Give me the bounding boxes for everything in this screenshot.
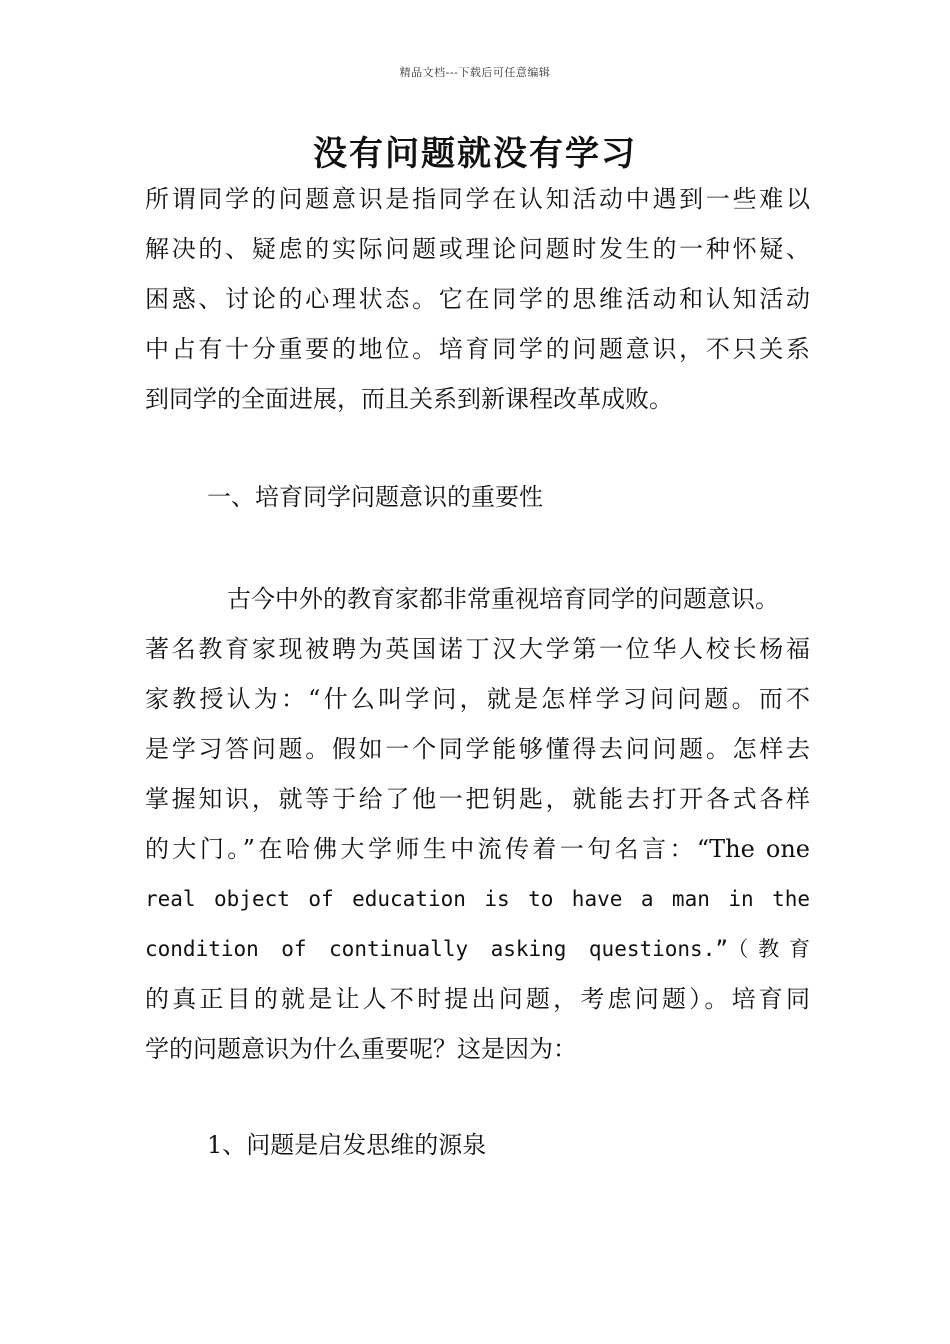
intro-line: 解决的、疑虑的实际问题或理论问题时发生的一种怀疑、: [145, 235, 810, 263]
body-line: condition of continually asking questions.”（教育: [145, 937, 810, 961]
body-line: 古今中外的教育家都非常重视培育同学的问题意识。: [227, 585, 779, 613]
body-line: 家教授认为：“什么叫学问，就是怎样学习问问题。而不: [145, 685, 810, 713]
body-line: 的真正目的就是让人不时提出问题，考虑问题）。培育同: [145, 985, 810, 1013]
header-note: 精品文档---下载后可任意编辑: [399, 66, 551, 79]
section-heading: 一、培育同学问题意识的重要性: [207, 483, 543, 511]
body-line: 的大门。”在哈佛大学师生中流传着一句名言：“The one: [145, 835, 810, 863]
intro-line: 困惑、讨论的心理状态。它在同学的思维活动和认知活动: [145, 285, 810, 313]
body-line: 掌握知识，就等于给了他一把钥匙，就能去打开各式各样: [145, 785, 810, 813]
body-line: real object of education is to have a man in the: [145, 887, 810, 911]
subsection-heading: 1、问题是启发思维的源泉: [207, 1131, 487, 1159]
intro-line: 到同学的全面进展，而且关系到新课程改革成败。: [145, 385, 673, 413]
intro-line: 所谓同学的问题意识是指同学在认知活动中遇到一些难以: [145, 185, 810, 213]
intro-line: 中占有十分重要的地位。培育同学的问题意识，不只关系: [145, 335, 810, 363]
body-line: 著名教育家现被聘为英国诺丁汉大学第一位华人校长杨福: [145, 635, 810, 663]
page-title: 没有问题就没有学习: [313, 134, 637, 174]
body-line: 学的问题意识为什么重要呢？这是因为：: [145, 1035, 577, 1063]
body-line: 是学习答问题。假如一个同学能够懂得去问问题。怎样去: [145, 735, 810, 763]
intro-paragraph: [145, 174, 810, 424]
body-paragraph: [145, 574, 810, 1074]
